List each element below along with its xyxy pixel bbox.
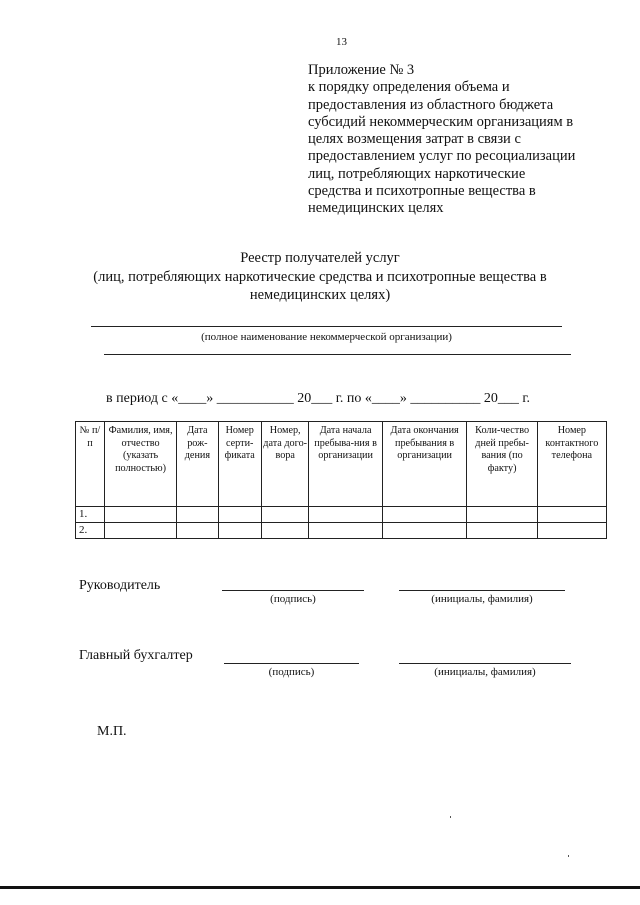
accountant-initials-caption: (инициалы, фамилия): [434, 666, 536, 678]
row-number: 2.: [76, 523, 105, 539]
appendix-line: средства и психотропные вещества в: [308, 183, 536, 200]
table-cell[interactable]: [177, 507, 218, 523]
appendix-line: предоставления из областного бюджета: [308, 96, 554, 113]
org-name-line-2[interactable]: [104, 354, 571, 355]
col-header-days-count: Коли-чество дней пребы-вания (по факту): [467, 422, 537, 507]
head-label: Руководитель: [79, 578, 161, 593]
page-bottom-border: [0, 886, 640, 889]
table-cell[interactable]: [382, 507, 467, 523]
period-line: в период с «____» ___________ 20___ г. по «____» __________ 20___ г.: [106, 391, 531, 406]
appendix-line: предоставлением услуг по ресоциализации: [308, 148, 576, 165]
col-header-birth-date: Дата рож-дения: [177, 422, 218, 507]
head-signature-caption: (подпись): [270, 593, 316, 605]
col-header-stay-start: Дата начала пребыва-ния в организации: [309, 422, 382, 507]
col-header-stay-end: Дата окончания пребывания в организации: [382, 422, 467, 507]
table-cell[interactable]: [537, 507, 606, 523]
table-cell[interactable]: [261, 523, 309, 539]
table-cell[interactable]: [218, 523, 261, 539]
table-cell[interactable]: [104, 523, 176, 539]
col-header-contract: Номер, дата дого-вора: [261, 422, 309, 507]
col-header-number: № п/п: [76, 422, 105, 507]
scan-speck: [568, 855, 569, 857]
col-header-certificate: Номер серти-фиката: [218, 422, 261, 507]
accountant-label: Главный бухгалтер: [79, 648, 193, 663]
appendix-line: целях возмещения затрат в связи с: [308, 131, 521, 148]
table-cell[interactable]: [467, 523, 537, 539]
org-name-line[interactable]: [91, 326, 562, 327]
org-name-caption: (полное наименование некоммерческой организации): [201, 331, 452, 343]
col-header-full-name: Фамилия, имя, отчество (указать полностью): [104, 422, 176, 507]
appendix-header: [308, 62, 608, 218]
appendix-line: немедицинских целях: [308, 200, 444, 217]
table-cell[interactable]: [467, 507, 537, 523]
appendix-line: субсидий некоммерческим организациям в: [308, 113, 574, 130]
scan-speck: [450, 816, 451, 818]
table-cell[interactable]: [261, 507, 309, 523]
row-number: 1.: [76, 507, 105, 523]
table-cell[interactable]: [309, 523, 382, 539]
head-signature-line[interactable]: [222, 590, 364, 591]
table-cell[interactable]: [177, 523, 218, 539]
accountant-signature-line[interactable]: [224, 663, 359, 664]
document-subtitle-line1: (лиц, потребляющих наркотические средства и психотропные вещества в: [93, 269, 547, 285]
table-header-row: [76, 422, 607, 507]
appendix-line: лиц, потребляющих наркотические: [308, 165, 526, 182]
table-cell[interactable]: [382, 523, 467, 539]
appendix-line: Приложение № 3: [308, 62, 415, 78]
table-cell[interactable]: [218, 507, 261, 523]
table-cell[interactable]: [309, 507, 382, 523]
head-initials-line[interactable]: [399, 590, 565, 591]
page-number: 13: [336, 36, 347, 48]
accountant-initials-line[interactable]: [399, 663, 571, 664]
document-title: Реестр получателей услуг: [240, 250, 400, 266]
seal-label: М.П.: [97, 724, 127, 739]
accountant-signature-caption: (подпись): [268, 666, 315, 678]
table-cell[interactable]: [537, 523, 606, 539]
document-subtitle-line2: немедицинских целях): [249, 287, 391, 303]
table-row: [76, 523, 607, 539]
head-initials-caption: (инициалы, фамилия): [431, 593, 533, 605]
table-cell[interactable]: [104, 507, 176, 523]
col-header-phone: Номер контактного телефона: [537, 422, 606, 507]
appendix-line: к порядку определения объема и: [308, 79, 510, 96]
table-row: [76, 507, 607, 523]
registry-table: [75, 421, 607, 539]
